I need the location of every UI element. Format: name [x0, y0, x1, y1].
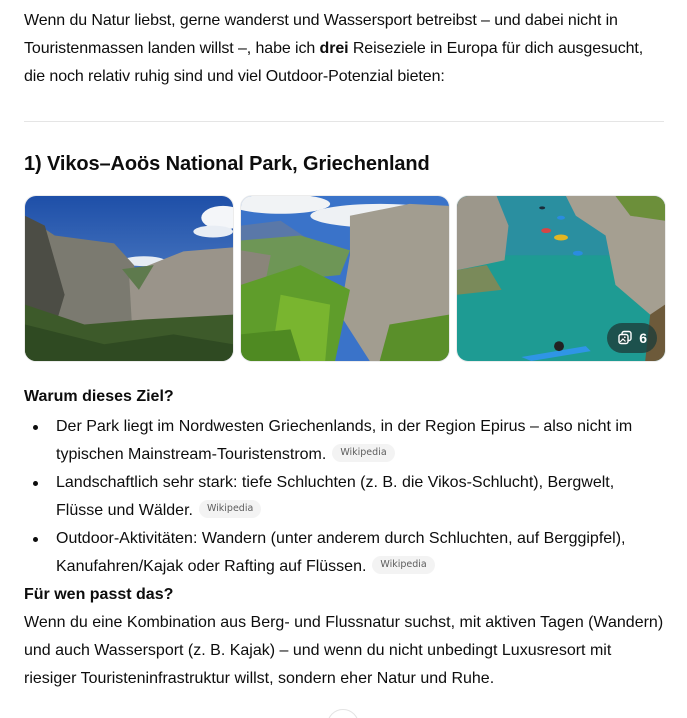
- intro-text-after: Reiseziele in Europa für dich ausgesucht, die noch relativ ruhig sind und viel Outdoor-Potenzial bieten:: [24, 40, 644, 85]
- gallery-image-2[interactable]: [240, 195, 450, 362]
- image-stack-icon: [617, 330, 633, 346]
- image-gallery: [24, 195, 664, 362]
- scroll-to-bottom-button[interactable]: [327, 709, 359, 718]
- more-images-button[interactable]: [607, 323, 657, 353]
- chat-response: [24, 7, 664, 693]
- citation-pill[interactable]: Wikipedia: [199, 500, 261, 518]
- gallery-image-1[interactable]: [24, 195, 234, 362]
- list-item: [24, 525, 664, 581]
- intro-text-before: Wenn du Natur liebst, gerne wanderst und Wassersport betreibst – und dabei nicht in Touristenmassen landen willst –, habe ich: [24, 12, 618, 57]
- section-divider: [24, 121, 664, 122]
- more-images-count: 6: [639, 330, 647, 346]
- why-list: [24, 413, 664, 581]
- bullet-text: Outdoor-Aktivitäten: Wandern (unter anderem durch Schluchten, auf Berggipfel), Kanufahren/Kajak oder Rafting auf Flüssen.: [56, 530, 626, 575]
- intro-bold-count: drei: [319, 40, 349, 57]
- intro-paragraph: [24, 7, 664, 91]
- list-item: [24, 469, 664, 525]
- list-item: [24, 413, 664, 469]
- who-paragraph: Wenn du eine Kombination aus Berg- und Flussnatur suchst, mit aktiven Tagen (Wandern) und auch Wassersport (z. B. Kajak) – und wenn du nicht unbedingt Luxusresort mit riesiger Touristeninfrastruktur willst, sondern eher Natur und Ruhe.: [24, 614, 664, 687]
- who-heading: Für wen passt das?: [24, 586, 174, 603]
- section-title: 1) Vikos–Aoös National Park, Griechenland: [24, 153, 430, 175]
- valley-photo: [241, 196, 449, 361]
- why-heading: Warum dieses Ziel?: [24, 388, 174, 405]
- gorge-photo: [25, 196, 233, 361]
- bullet-text: Der Park liegt im Nordwesten Griechenlands, in der Region Epirus – also nicht im typischen Mainstream-Touristenstrom.: [56, 418, 633, 463]
- gallery-image-3[interactable]: [456, 195, 666, 362]
- citation-pill[interactable]: Wikipedia: [332, 444, 394, 462]
- bullet-text: Landschaftlich sehr stark: tiefe Schluchten (z. B. die Vikos-Schlucht), Bergwelt, Flüsse und Wälder.: [56, 474, 615, 519]
- citation-pill[interactable]: Wikipedia: [372, 556, 434, 574]
